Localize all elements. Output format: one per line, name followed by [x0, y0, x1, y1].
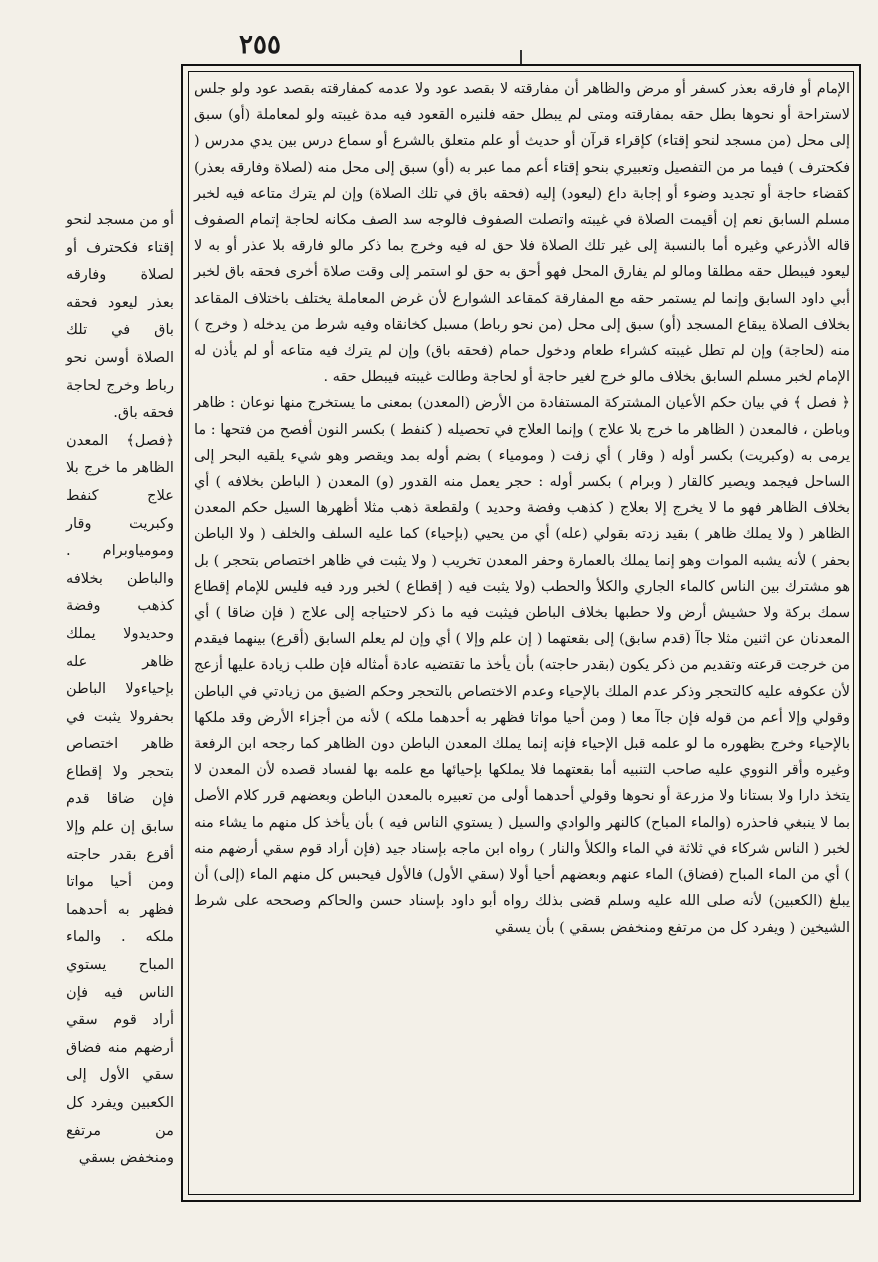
main-paragraph: الإمام أو فارقه بعذر كسفر أو مرض والظاهر أن مفارقته لا بقصد عود ولا عدمه كمفارقته بقصد عود ولو جلس لاستراحة أو نحوها بطل حقه بمفارقته ومتى لم يبطل حقه فلنيره القعود فيه مدة غيبته ولو لمعاملة (أو) سبق إلى محل (من مسجد لنحو إقتاء) كإقراء قرآن أو حديث أو علم متعلق بالشرع أو سماع درس بين يدي مدرس ( فكحترف ) فيما مر من التفصيل وتعبيري بنحو إقتاء أعم مما عبر به (أو) سبق إلى محل منه (لصلاة وفارقه بعذر) كقضاء حاجة أو تجديد وضوء أو إجابة داع (ليعود) إليه (فحقه باق في تلك الصلاة) وإن لم يترك متاعه فيه لخبر مسلم السابق نعم إن أقيمت الصلاة في غيبته واتصلت الصفوف فالوجه سد الصف مكانه لحاجة إتمام الصفوف قاله الأذرعي وغيره أما بالنسبة إلى غير تلك الصلاة فلا حق له فيه وخرج بما ذكر مالو فارقه بلا عذر أو به لا ليعود فيبطل حقه مطلقا ومالو لم يفارق المحل فهو أحق به حق لو استمر إلى وقت صلاة أخرى فحقه باق لخبر أبي داود السابق وإنما لم يستمر حقه مع المفارقة كمقاعد الشوارع لأن غرض المعاملة يختلف باختلاف المقاعد بخلاف الصلاة يبقاع المسجد (أو) سبق إلى محل (من نحو رباط) مسبل كخانقاه وفيه شرط من يدخله ( وخرج ) منه (لحاجة) وإن لم تطل غيبته كشراء طعام ودخول حمام (فحقه باق) وإن لم يترك فيه متاعه أو لم يأذن له الإمام لخبر مسلم السابق بخلاف مالو خرج لغير حاجة أو لحاجة وطالت غيبته فيبطل حقه . [194, 81, 850, 386]
margin-commentary [66, 206, 174, 1167]
print-mark [520, 50, 522, 64]
margin-paragraph: أو من مسجد لنحو إقتاء فكحترف أو لصلاة وفارقه بعذر ليعود فحقه باق في تلك الصلاة أوسن نحو رباط وخرج لحاجة فحقه باق. [66, 211, 174, 422]
page-number: ٢٥٥ [239, 30, 281, 60]
main-paragraph-section-fasl: ﴿ فصل ﴾ في بيان حكم الأعيان المشتركة المستفادة من الأرض (المعدن) بمعنى ما يستخرج منها نوعان : ظاهر وباطن ، فالمعدن ( الظاهر ما خرج بلا علاج ) وإنما العلاج في تحصيله ( كنفط ) بكسر النون أفصح من فتحها : ما يرمى به (وكبريت) بكسر أوله ( وقار ) أي زفت ( ومومياء ) بضم أوله بمد ويقصر وهو شيء يلقيه البحر إلى الساحل فيجمد ويصير كالقار ( وبرام ) بكسر أوله : حجر يعمل منه القدور (و) المعدن ( الباطن بخلافه ) أي بخلاف الظاهر فهو ما لا يخرج إلا بعلاج ( كذهب وفضة وحديد ) ولقطعة ذهب مثلا أظهرها السيل حكم المعدن الظاهر ( ولا يملك ظاهر ) بقيد زدته بقولي (عله) أي من يحيي (بإحياء) كما عليه السلف والخلف ( ولا الباطن بحفر ) لأنه يشبه الموات وهو إنما يملك بالعمارة وحفر المعدن تخريب ( ولا يثبت في ظاهر اختصاص بتحجر ) بل هو مشترك بين الناس كالماء الجاري والكلأ والحطب (ولا يثبت فيه ( إقطاع ) لخبر ورد فيه فليس للإمام إقطاع سمك بركة ولا حشيش أرض ولا حطبها بخلاف الباطن فيثبت فيه ما ذكر لاحتياجه إلى علاج ( فإن ضاقا ) أي المعدنان عن اثنين مثلا جاآ (قدم سابق) إلى بقعتهما ( إن علم وإلا ) أي وإن لم يعلم السابق (أقرع) بينهما فيقدم من خرجت قرعته وتقديم من ذكر يكون (بقدر حاجته) بأن يأخذ ما تقتضيه عادة أمثاله فإن طلب زيادة عليها أزعج لأن عكوفه عليه كالتحجر وذكر عدم الملك بالإحياء وعدم الاختصاص بالتحجر وحكم الضيق من زيادتي في الباطن وقولي وإلا أعم من قوله فإن جاآ معا ( ومن أحيا مواتا فظهر به أحدهما ملكه ) لأنه من أجزاء الأرض وقد ملكها بالإحياء وخرج بظهوره ما لو علمه قبل الإحياء فإنه إنما يملك المعدن الباطن دون الظاهر كما رجحه ابن الرفعة وغيره وأقر النووي عليه صاحب التنبيه أما بقعتهما فلا يملكها بإحيائها مع علمه بها لفساد قصده لأن المعدن لا يتخذ دارا ولا بستانا ولا مزرعة أو نحوها وقولي أحدهما أولى من تعبيره بالمعدن الباطن وبعضهم قرر كلام الأصل بما لا ينبغي فاحذره (والماء المباح) كالنهر والوادي والسيل ( يستوي الناس فيه ) بأن يأخذ كل منهم ما يشاء منه لخبر ( الناس شركاء في ثلاثة في الماء والكلأ والنار ) رواه ابن ماجه بإسناد جيد (فإن أراد قوم سقي أرضهم منه ) أي من الماء المباح (فضاق) الماء عنهم وبعضهم أحيا أولا (سقي الأول) فالأول فيحبس كل منهم الماء (إلى) أن يبلغ (الكعبين) لأنه صلى الله عليه وسلم قضى بذلك رواه أبو داود بإسناد حسن والحاكم وصححه على شرط الشيخين ( ويفرد كل من مرتفع ومنخفض بسقي ) بأن يسقي [194, 395, 850, 936]
main-text-block [194, 76, 850, 1192]
margin-paragraph-section-fasl: ﴿فصل﴾ المعدن الظاهر ما خرج بلا علاج كنفط وكبريت وقار ومومياوبرام . والباطن بخلافه كذهب وفضة وحديدولا يملك ظاهر عله بإحياءولا الباطن بحفرولا يثبت في ظاهر اختصاص بتحجر ولا إقطاع فإن ضاقا قدم سابق إن علم وإلا أقرع بقدر حاجته ومن أحيا مواتا فظهر به أحدهما ملكه . والماء المباح يستوي الناس فيه فإن أراد قوم سقي أرضهم منه فضاق سقي الأول إلى الكعبين ويفرد كل من مرتفع ومنخفض بسقي [66, 431, 174, 1167]
